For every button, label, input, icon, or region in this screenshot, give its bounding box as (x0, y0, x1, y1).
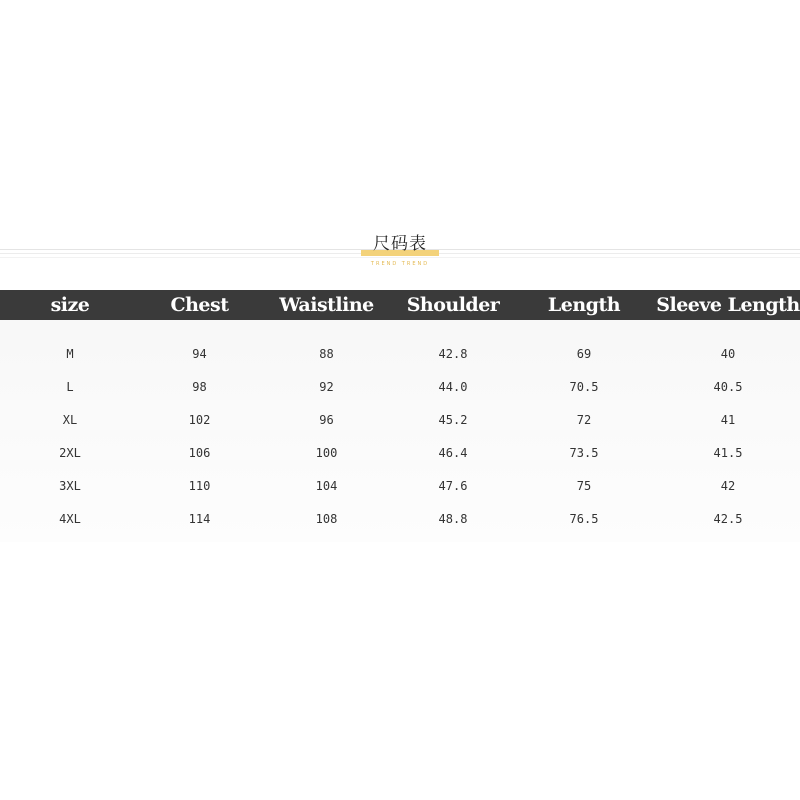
cell-shoulder: 46.4 (438, 445, 468, 460)
cell-sleeve-length: 41.5 (713, 445, 743, 460)
cell-size: XL (62, 412, 78, 427)
cell-size: 4XL (59, 511, 81, 526)
header-chest: Chest (170, 294, 229, 316)
cell-chest: 114 (188, 511, 211, 526)
table-row (0, 370, 800, 403)
cell-chest: 98 (192, 379, 207, 394)
cell-chest: 106 (188, 445, 211, 460)
cell-waistline: 108 (315, 511, 338, 526)
cell-shoulder: 47.6 (438, 478, 468, 493)
title-block (0, 225, 800, 270)
table-row (0, 337, 800, 370)
cell-sleeve-length: 42.5 (713, 511, 743, 526)
cell-chest: 102 (188, 412, 211, 427)
cell-size: 3XL (59, 478, 81, 493)
cell-shoulder: 44.0 (438, 379, 468, 394)
cell-shoulder: 42.8 (438, 346, 468, 361)
cell-length: 75 (576, 478, 592, 493)
table-row (0, 469, 800, 502)
header-shoulder: Shoulder (406, 294, 500, 316)
header-waistline: Waistline (279, 294, 374, 316)
cell-sleeve-length: 40 (720, 346, 736, 361)
cell-size: 2XL (59, 445, 81, 460)
cell-waistline: 96 (319, 412, 334, 427)
cell-chest: 110 (188, 478, 211, 493)
header-size: size (50, 294, 90, 316)
cell-waistline: 88 (319, 346, 334, 361)
cell-waistline: 92 (319, 379, 334, 394)
cell-waistline: 104 (315, 478, 338, 493)
table-row (0, 502, 800, 535)
size-table (0, 290, 800, 542)
divider-line (0, 257, 800, 258)
page-title: 尺码表 (373, 234, 427, 254)
cell-shoulder: 45.2 (438, 412, 468, 427)
cell-length: 72 (576, 412, 592, 427)
cell-length: 69 (576, 346, 592, 361)
table-row (0, 436, 800, 469)
cell-size: M (66, 346, 74, 361)
table-header (0, 290, 800, 320)
cell-sleeve-length: 42 (720, 478, 736, 493)
header-length: Length (547, 294, 621, 316)
cell-shoulder: 48.8 (438, 511, 468, 526)
cell-length: 73.5 (569, 445, 599, 460)
cell-waistline: 100 (315, 445, 338, 460)
cell-chest: 94 (192, 346, 207, 361)
page-subtitle: TREND TREND (370, 261, 430, 267)
cell-sleeve-length: 40.5 (713, 379, 743, 394)
cell-length: 76.5 (569, 511, 599, 526)
cell-sleeve-length: 41 (720, 412, 736, 427)
table-row (0, 403, 800, 436)
header-sleeve-length: Sleeve Length (656, 294, 800, 316)
cell-length: 70.5 (569, 379, 599, 394)
cell-size: L (66, 379, 74, 394)
